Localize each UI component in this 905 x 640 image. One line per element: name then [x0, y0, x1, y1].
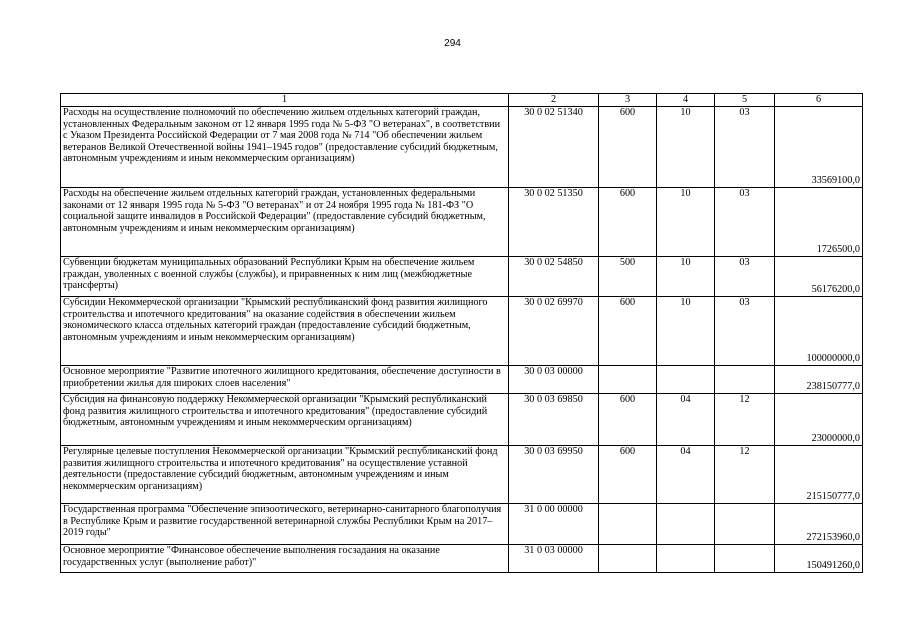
- amount: 56176200,0: [775, 257, 863, 297]
- row-description: Субсидия на финансовую поддержку Некоммерческой организации "Крымский республиканский фонд развития жилищного строительства и ипотечного кредитования" (предоставление субсидий бюджетным, автономным учреждениям и иным некоммерческим организациям): [61, 394, 509, 446]
- section-code: 04: [657, 446, 715, 504]
- row-description: Субвенции бюджетам муниципальных образований Республики Крым на обеспечение жильем граждан, уволенных с военной службы (службы), и приравненных к ним лиц (межбюджетные трансферты): [61, 257, 509, 297]
- table-row: [61, 297, 863, 366]
- row-description: Регулярные целевые поступления Некоммерческой организации "Крымский республиканский фонд развития жилищного строительства и ипотечного кредитования" на осуществление уставной деятельности (предоставление субсидий бюджетным, автономным учреждениям и иным некоммерческим организациям): [61, 446, 509, 504]
- expense-type-code: [599, 504, 657, 545]
- row-description: Основное мероприятие "Финансовое обеспечение выполнения госзадания на оказание государственных услуг (выполнение работ)": [61, 545, 509, 573]
- row-description: Субсидии Некоммерческой организации "Крымский республиканский фонд развития жилищного строительства и ипотечного кредитования" на оказание содействия в обеспечении жильем экономического класса отдельных категорий граждан (предоставление субсидий бюджетным, автономным учреждениям и иным некоммерческим организациям): [61, 297, 509, 366]
- target-article-code: 30 0 02 54850: [509, 257, 599, 297]
- row-description: Государственная программа "Обеспечение эпизоотического, ветеринарно-санитарного благополучия в Республике Крым и развитие государственной ветеринарной службы Республики Крым на 2017–2019 годы": [61, 504, 509, 545]
- table-row: [61, 446, 863, 504]
- subsection-code: [715, 366, 775, 394]
- amount: 100000000,0: [775, 297, 863, 366]
- section-code: 10: [657, 107, 715, 188]
- target-article-code: 30 0 02 51340: [509, 107, 599, 188]
- target-article-code: 30 0 02 69970: [509, 297, 599, 366]
- table-row: [61, 366, 863, 394]
- target-article-code: 30 0 03 69850: [509, 394, 599, 446]
- subsection-code: 03: [715, 257, 775, 297]
- section-code: [657, 504, 715, 545]
- expense-type-code: 600: [599, 107, 657, 188]
- expense-type-code: [599, 366, 657, 394]
- subsection-code: 12: [715, 446, 775, 504]
- subsection-code: 03: [715, 107, 775, 188]
- budget-table: [60, 93, 863, 573]
- expense-type-code: 600: [599, 394, 657, 446]
- target-article-code: 30 0 02 51350: [509, 188, 599, 257]
- target-article-code: 30 0 03 00000: [509, 366, 599, 394]
- section-code: 10: [657, 257, 715, 297]
- table-row: [61, 188, 863, 257]
- expense-type-code: 600: [599, 446, 657, 504]
- page-number: 294: [444, 38, 461, 49]
- amount: 33569100,0: [775, 107, 863, 188]
- amount: 150491260,0: [775, 545, 863, 573]
- row-description: Основное мероприятие "Развитие ипотечного жилищного кредитования, обеспечение доступности в приобретении жилья для широких слоев населения": [61, 366, 509, 394]
- row-description: Расходы на осуществление полномочий по обеспечению жильем отдельных категорий граждан, установленных Федеральным законом от 12 января 1995 года № 5-ФЗ "О ветеранах", в соответствии с Указом Президента Российской Федерации от 7 мая 2008 года № 714 "Об обеспечении жильем ветеранов Великой Отечественной войны 1941–1945 годов" (предоставление субсидий бюджетным, автономным учреждениям и иным некоммерческим организациям): [61, 107, 509, 188]
- subsection-code: 03: [715, 297, 775, 366]
- expense-type-code: 600: [599, 188, 657, 257]
- amount: 238150777,0: [775, 366, 863, 394]
- column-header: 3: [599, 94, 657, 107]
- amount: 272153960,0: [775, 504, 863, 545]
- column-header: 5: [715, 94, 775, 107]
- column-header: 4: [657, 94, 715, 107]
- table-header-row: [61, 94, 863, 107]
- target-article-code: 31 0 00 00000: [509, 504, 599, 545]
- table-row: [61, 394, 863, 446]
- column-header: 2: [509, 94, 599, 107]
- amount: 1726500,0: [775, 188, 863, 257]
- expense-type-code: 600: [599, 297, 657, 366]
- column-header: 1: [61, 94, 509, 107]
- target-article-code: 30 0 03 69950: [509, 446, 599, 504]
- target-article-code: 31 0 03 00000: [509, 545, 599, 573]
- amount: 215150777,0: [775, 446, 863, 504]
- section-code: 10: [657, 188, 715, 257]
- section-code: 10: [657, 297, 715, 366]
- section-code: 04: [657, 394, 715, 446]
- subsection-code: 12: [715, 394, 775, 446]
- subsection-code: [715, 545, 775, 573]
- row-description: Расходы на обеспечение жильем отдельных категорий граждан, установленных федеральными законами от 12 января 1995 года № 5-ФЗ "О ветеранах" и от 24 ноября 1995 года № 181-ФЗ "О социальной защите инвалидов в Российской Федерации" (предоставление субсидий бюджетным, автономным учреждениям и иным некоммерческим организациям): [61, 188, 509, 257]
- subsection-code: 03: [715, 188, 775, 257]
- subsection-code: [715, 504, 775, 545]
- expense-type-code: 500: [599, 257, 657, 297]
- amount: 23000000,0: [775, 394, 863, 446]
- section-code: [657, 366, 715, 394]
- expense-type-code: [599, 545, 657, 573]
- table-row: [61, 545, 863, 573]
- table-row: [61, 107, 863, 188]
- section-code: [657, 545, 715, 573]
- column-header: 6: [775, 94, 863, 107]
- table-row: [61, 257, 863, 297]
- table-row: [61, 504, 863, 545]
